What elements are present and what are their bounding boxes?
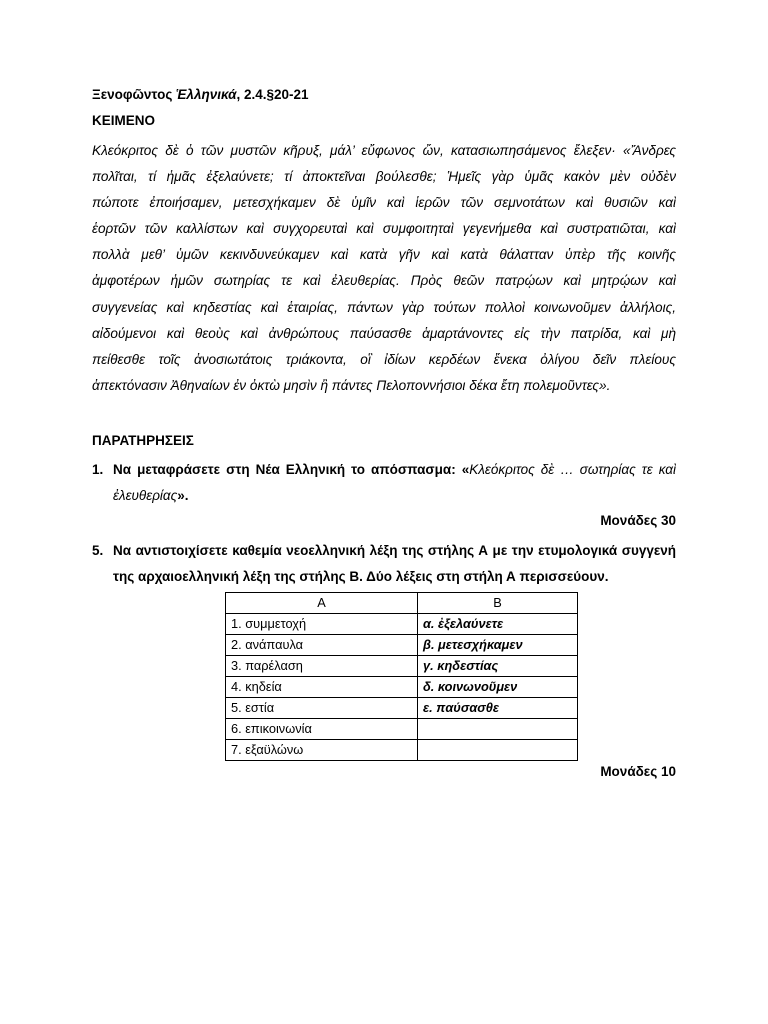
column-a-cell: 2. ανάπαυλα	[226, 635, 418, 656]
column-a-cell: 1. συμμετοχή	[226, 614, 418, 635]
text-line: ἑορτῶν τῶν καλλίστων καὶ συγχορευταὶ καὶ συμφοιτηταὶ γεγενήμεθα καὶ συστρατιῶται, καὶ	[92, 221, 676, 237]
column-b-cell	[418, 719, 578, 740]
text-line: πολῖται, τί ἡμᾶς ἐξελαύνετε; τί ἀποκτεῖναι βούλεσθε; Ἡμεῖς γὰρ ὑμᾶς κακὸν μὲν οὐδὲν	[92, 169, 676, 185]
column-a-cell: 4. κηδεία	[226, 677, 418, 698]
text-line: Κλεόκριτος δὲ ὁ τῶν μυστῶν κῆρυξ, μάλ’ εὔφωνος ὤν, κατασιωπησάμενος ἔλεξεν· «Ἄνδρες	[92, 143, 676, 158]
table-row	[226, 635, 578, 656]
table-row	[226, 698, 578, 719]
question-quote: Κλεόκριτος δὲ … σωτηρίας τε καὶ	[469, 462, 676, 477]
question-5	[92, 538, 676, 590]
document-title	[92, 87, 309, 102]
text-line: πώποτε ἐποιήσαμεν, μετεσχήκαμεν δὲ ὑμῖν καὶ ἱερῶν τῶν σεμνοτάτων καὶ θυσιῶν καὶ	[92, 195, 676, 211]
question-1	[92, 457, 676, 509]
question-number: 1.	[92, 462, 104, 477]
column-b-cell: ε. παύσασθε	[418, 698, 578, 719]
question-closing: ».	[177, 488, 189, 503]
text-line: πολλὰ μεθ’ ὑμῶν κεκινδυνεύκαμεν καὶ κατὰ γῆν καὶ κατὰ θάλατταν ὑπὲρ τῆς κοινῆς	[92, 247, 676, 263]
column-b-cell: δ. κοινωνοῦμεν	[418, 677, 578, 698]
question-prompt: Να μεταφράσετε στη Νέα Ελληνική το απόσπασμα: «	[113, 462, 470, 477]
text-line: ἀπεκτόνασιν Ἀθηναίων ἐν ὀκτὼ μησὶν ἢ πάντες Πελοποννήσιοι δέκα ἔτη πολεμοῦντες».	[92, 377, 611, 393]
text-line: συγγενείας καὶ κηδεστίας καὶ ἑταιρίας, πάντων γὰρ τούτων πολλοὶ κοινωνοῦμεν ἀλλήλοις,	[92, 299, 676, 315]
column-a-cell: 6. επικοινωνία	[226, 719, 418, 740]
column-a-header: Α	[226, 593, 418, 614]
question-line: Να αντιστοιχίσετε καθεμία νεοελληνική λέξη της στήλης Α με την ετυμολογικά συγγενή	[113, 543, 676, 558]
title-author: Ξενοφῶντος	[92, 87, 173, 102]
question-number: 5.	[92, 543, 104, 558]
table-row	[226, 740, 578, 761]
table-row	[226, 719, 578, 740]
column-b-header: Β	[418, 593, 578, 614]
column-b-cell	[418, 740, 578, 761]
table-row	[226, 677, 578, 698]
marks-label: Μονάδες 10	[600, 764, 676, 779]
text-line: αἰδούμενοι καὶ θεοὺς καὶ ἀνθρώπους παύσασθε ἁμαρτάνοντες εἰς τὴν πατρίδα, καὶ μὴ	[92, 325, 676, 341]
title-work: Ἑλληνικά	[176, 87, 237, 102]
text-line: ἀμφοτέρων ἡμῶν σωτηρίας τε καὶ ἐλευθερίας. Πρὸς θεῶν πατρῴων καὶ μητρῴων καὶ	[92, 273, 676, 289]
column-b-cell: β. μετεσχήκαμεν	[418, 635, 578, 656]
column-b-cell: α. ἐξελαύνετε	[418, 614, 578, 635]
column-b-cell: γ. κηδεστίας	[418, 656, 578, 677]
text-heading: ΚΕΙΜΕΝΟ	[92, 113, 156, 128]
question-line: της αρχαιοελληνική λέξη της στήλης Β. Δύο λέξεις στη στήλη Α περισσεύουν.	[113, 569, 609, 584]
text-line: πείθεσθε τοῖς ἀνοσιωτάτοις τριάκοντα, οἳ ἰδίων κερδέων ἕνεκα ὀλίγου δεῖν πλείους	[92, 351, 676, 367]
column-a-cell: 7. εξαϋλώνω	[226, 740, 418, 761]
matching-table	[225, 592, 578, 761]
notes-heading: ΠΑΡΑΤΗΡΗΣΕΙΣ	[92, 433, 194, 448]
table-row	[226, 614, 578, 635]
table-row	[226, 656, 578, 677]
ancient-text	[92, 138, 676, 399]
title-reference: , 2.4.§20-21	[236, 87, 309, 102]
question-quote-end: ἐλευθερίας	[113, 488, 178, 503]
question-line	[113, 483, 676, 509]
column-a-cell: 5. εστία	[226, 698, 418, 719]
column-a-cell: 3. παρέλαση	[226, 656, 418, 677]
question-line	[113, 457, 676, 483]
table-header-row	[226, 593, 578, 614]
marks-label: Μονάδες 30	[600, 513, 676, 528]
